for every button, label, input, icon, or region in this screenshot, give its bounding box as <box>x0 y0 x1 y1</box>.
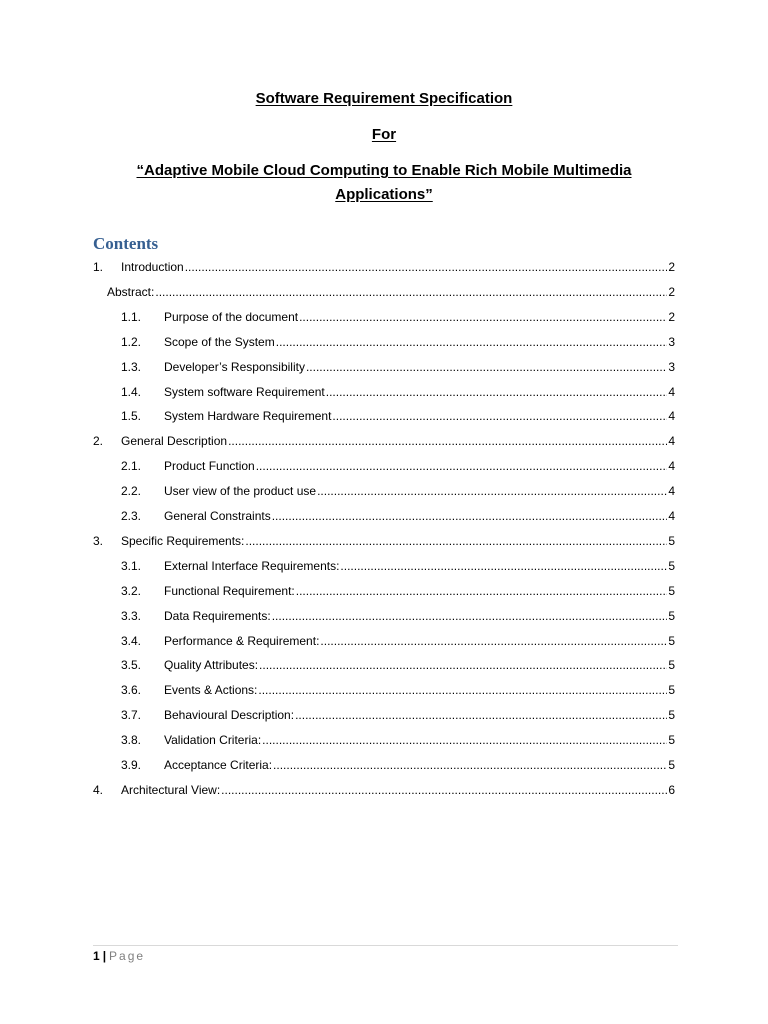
toc-entry-number: 3.5. <box>121 658 142 672</box>
toc-entry[interactable] <box>93 782 675 798</box>
toc-entry-label: Acceptance Criteria: <box>164 758 273 772</box>
toc-entry-number: 3.6. <box>121 683 142 697</box>
toc-entry-page: 2 <box>668 285 675 299</box>
toc-dot-leader <box>262 732 667 748</box>
toc-dot-leader <box>306 359 667 375</box>
toc-entry-number: 2.3. <box>121 509 142 523</box>
toc-entry[interactable] <box>93 433 675 449</box>
toc-entry-label: User view of the product use <box>164 484 317 498</box>
toc-entry-number: 3.4. <box>121 634 142 648</box>
toc-entry[interactable] <box>121 757 675 773</box>
toc-entry-label: Data Requirements: <box>164 609 271 623</box>
footer-page-number: 1 <box>93 949 100 963</box>
toc-entry[interactable] <box>121 309 675 325</box>
toc-entry-page: 5 <box>668 584 675 598</box>
toc-entry-number: 4. <box>93 783 104 797</box>
toc-entry-page: 4 <box>668 409 675 423</box>
toc-entry[interactable] <box>121 458 675 474</box>
toc-entry-label: Scope of the System <box>164 335 275 349</box>
toc-entry-page: 3 <box>668 360 675 374</box>
toc-entry-number: 3.1. <box>121 559 142 573</box>
toc-entry-number: 3.7. <box>121 708 142 722</box>
toc-dot-leader <box>272 608 668 624</box>
toc-entry-page: 6 <box>668 783 675 797</box>
toc-entry[interactable] <box>121 384 675 400</box>
toc-entry-label: External Interface Requirements: <box>164 559 340 573</box>
toc-dot-leader <box>245 533 667 549</box>
toc-dot-leader <box>185 259 668 275</box>
toc-entry-label: Specific Requirements: <box>121 534 245 548</box>
toc-entry[interactable] <box>121 608 675 624</box>
toc-entry-number: 1.4. <box>121 385 142 399</box>
document-title: Software Requirement Specification <box>255 90 513 107</box>
toc-entry-label: General Description <box>121 434 228 448</box>
toc-dot-leader <box>259 657 667 673</box>
toc-entry-page: 5 <box>668 658 675 672</box>
toc-dot-leader <box>273 757 667 773</box>
toc-dot-leader <box>258 682 667 698</box>
toc-entry-page: 5 <box>668 733 675 747</box>
toc-entry-number: 3.8. <box>121 733 142 747</box>
toc-entry-page: 5 <box>668 758 675 772</box>
toc-entry[interactable] <box>121 408 675 424</box>
toc-entry[interactable] <box>121 732 675 748</box>
toc-dot-leader <box>326 384 668 400</box>
toc-dot-leader <box>276 334 668 350</box>
toc-entry-number: 3.2. <box>121 584 142 598</box>
toc-entry-label: Product Function <box>164 459 255 473</box>
toc-entry-page: 5 <box>668 683 675 697</box>
toc-dot-leader <box>299 309 667 325</box>
toc-entry-label: Introduction <box>121 260 184 274</box>
toc-entry[interactable] <box>121 583 675 599</box>
toc-entry[interactable] <box>93 533 675 549</box>
toc-entry[interactable] <box>121 558 675 574</box>
toc-entry[interactable] <box>121 508 675 524</box>
footer-page-word: Page <box>109 949 146 963</box>
toc-dot-leader <box>228 433 667 449</box>
toc-entry-number: 3.9. <box>121 758 142 772</box>
toc-dot-leader <box>340 558 667 574</box>
document-subtitle-for: For <box>371 126 397 143</box>
toc-dot-leader <box>256 458 668 474</box>
toc-entry-label: Quality Attributes: <box>164 658 259 672</box>
toc-entry-number: 2. <box>93 434 104 448</box>
toc-entry-number: 2.2. <box>121 484 142 498</box>
toc-entry-page: 2 <box>668 310 675 324</box>
toc-entry-label: Validation Criteria: <box>164 733 262 747</box>
toc-entry-label: General Constraints <box>164 509 271 523</box>
project-title-line-1: “Adaptive Mobile Cloud Computing to Enable Rich Mobile Multimedia <box>136 162 632 179</box>
toc-entry-label: Functional Requirement: <box>164 584 295 598</box>
toc-entry[interactable] <box>121 334 675 350</box>
toc-entry-number: 1.3. <box>121 360 142 374</box>
toc-entry-label: Architectural View: <box>121 783 221 797</box>
toc-dot-leader <box>272 508 668 524</box>
toc-entry[interactable] <box>93 259 675 275</box>
toc-entry-page: 4 <box>668 459 675 473</box>
toc-entry-number: 1.2. <box>121 335 142 349</box>
footer-separator: | <box>102 949 107 963</box>
toc-entry[interactable] <box>121 633 675 649</box>
toc-entry-label: Behavioural Description: <box>164 708 295 722</box>
toc-entry-page: 4 <box>668 484 675 498</box>
toc-entry-label: Purpose of the document <box>164 310 299 324</box>
toc-entry-page: 2 <box>668 260 675 274</box>
toc-dot-leader <box>320 633 667 649</box>
toc-entry-label: Developer’s Responsibility <box>164 360 305 374</box>
toc-entry-label: Abstract: <box>107 285 155 299</box>
toc-entry[interactable] <box>121 707 675 723</box>
toc-entry[interactable] <box>121 483 675 499</box>
toc-entry-page: 5 <box>668 708 675 722</box>
project-title-line-2: Applications” <box>335 186 433 203</box>
toc-entry-page: 3 <box>668 335 675 349</box>
contents-heading: Contents <box>93 234 159 253</box>
toc-entry-page: 4 <box>668 385 675 399</box>
toc-entry-number: 2.1. <box>121 459 142 473</box>
toc-entry-number: 1.1. <box>121 310 142 324</box>
toc-dot-leader <box>155 284 667 300</box>
toc-entry-label: System software Requirement <box>164 385 325 399</box>
toc-entry-page: 4 <box>668 509 675 523</box>
toc-dot-leader <box>332 408 667 424</box>
toc-entry-label: Events & Actions: <box>164 683 258 697</box>
toc-dot-leader <box>295 707 667 723</box>
toc-dot-leader <box>317 483 667 499</box>
toc-entry-page: 5 <box>668 609 675 623</box>
toc-entry-page: 5 <box>668 534 675 548</box>
toc-entry[interactable] <box>121 359 675 375</box>
toc-entry-page: 5 <box>668 559 675 573</box>
toc-entry[interactable] <box>121 657 675 673</box>
footer-divider <box>93 945 678 946</box>
toc-entry-label: Performance & Requirement: <box>164 634 320 648</box>
toc-entry[interactable] <box>107 284 675 300</box>
toc-entry-number: 1. <box>93 260 104 274</box>
toc-entry-page: 4 <box>668 434 675 448</box>
toc-dot-leader <box>221 782 667 798</box>
toc-entry-number: 1.5. <box>121 409 142 423</box>
toc-entry-label: System Hardware Requirement <box>164 409 332 423</box>
page-footer <box>93 948 145 964</box>
toc-dot-leader <box>296 583 668 599</box>
toc-entry-number: 3.3. <box>121 609 142 623</box>
toc-entry[interactable] <box>121 682 675 698</box>
toc-entry-number: 3. <box>93 534 104 548</box>
toc-entry-page: 5 <box>668 634 675 648</box>
